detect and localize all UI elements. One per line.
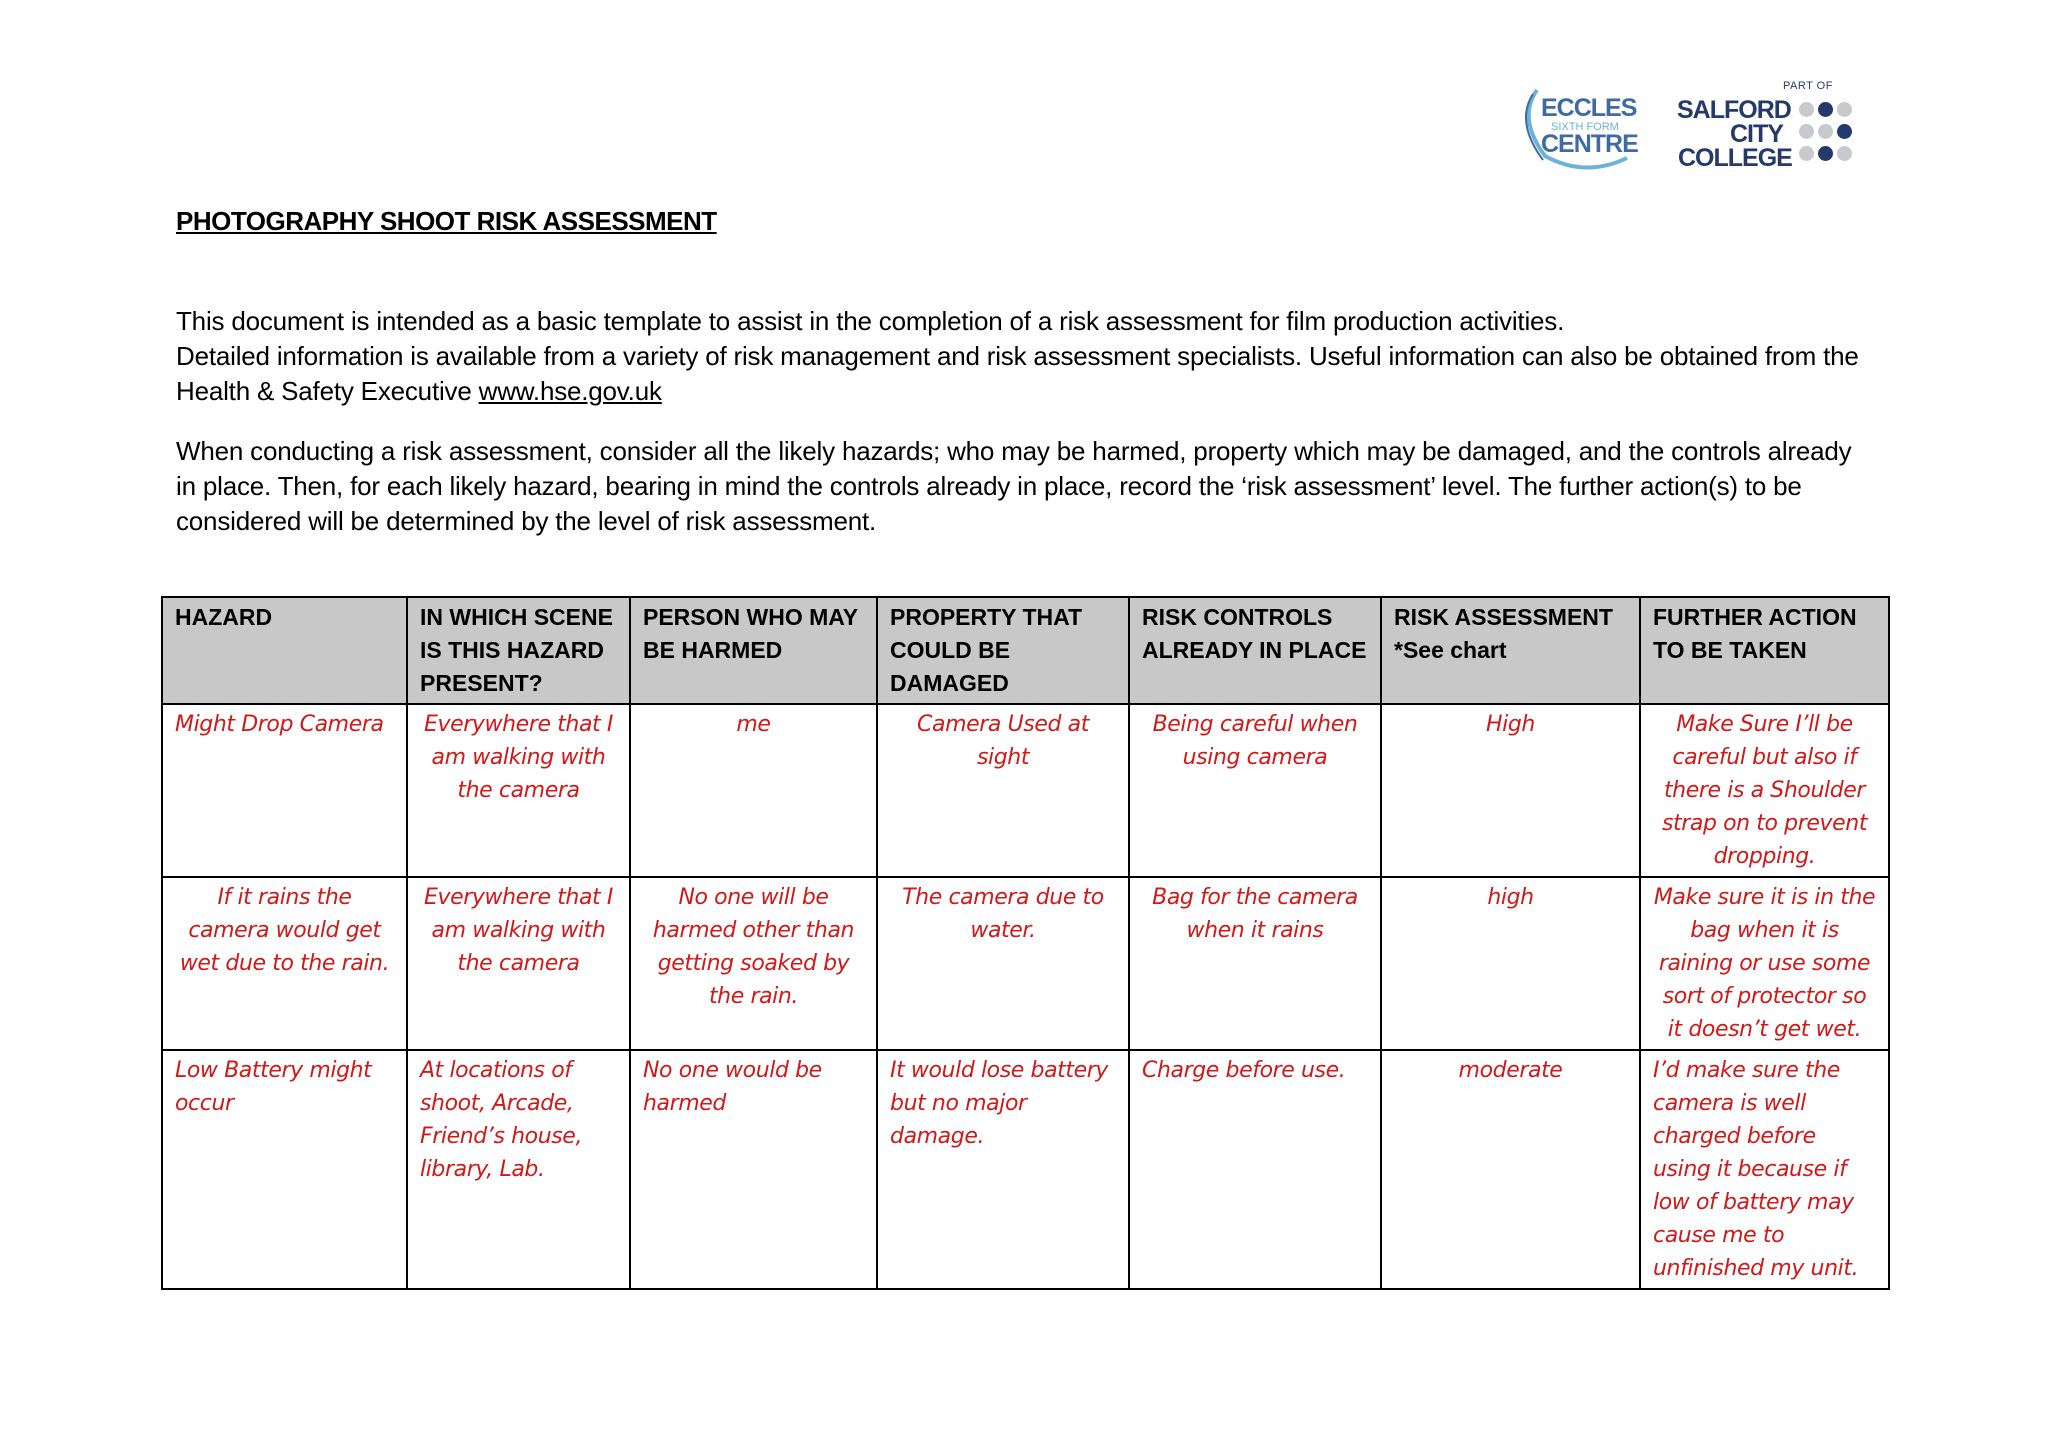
header-hazard: HAZARD <box>162 597 407 704</box>
salford-city-college-logo <box>1675 78 1865 178</box>
cell-property-damaged: Camera Used at sight <box>877 704 1129 877</box>
header-person-harmed: PERSON WHO MAY BE HARMED <box>630 597 877 704</box>
cell-person-harmed: No one would be harmed <box>630 1050 877 1289</box>
cell-scene: Everywhere that I am walking with the camera <box>407 704 630 877</box>
cell-risk-controls: Bag for the camera when it rains <box>1129 877 1381 1050</box>
header-risk-assessment: RISK ASSESSMENT *See chart <box>1381 597 1640 704</box>
cell-risk-assessment: high <box>1381 877 1640 1050</box>
salford-logo-line1: SALFORD <box>1677 96 1791 124</box>
cell-property-damaged: It would lose battery but no major damage. <box>877 1050 1129 1289</box>
eccles-sixth-form-centre-logo <box>1515 78 1638 170</box>
logo-dot <box>1799 124 1814 139</box>
document-title: PHOTOGRAPHY SHOOT RISK ASSESSMENT <box>176 206 717 236</box>
cell-scene: Everywhere that I am walking with the camera <box>407 877 630 1050</box>
intro-line-1: This document is intended as a basic template to assist in the completion of a risk assessment for film production activities. <box>176 306 1565 336</box>
cell-person-harmed: No one will be harmed other than getting soaked by the rain. <box>630 877 877 1050</box>
cell-risk-controls: Being careful when using camera <box>1129 704 1381 877</box>
salford-logo-part-of: PART OF <box>1783 80 1833 92</box>
logo-dot <box>1837 146 1852 161</box>
logo-dot <box>1837 124 1852 139</box>
eccles-logo-line2: SIXTH FORM <box>1551 121 1619 133</box>
header-scene: IN WHICH SCENE IS THIS HAZARD PRESENT? <box>407 597 630 704</box>
header-further-action: FURTHER ACTION TO BE TAKEN <box>1640 597 1889 704</box>
logo-dot <box>1818 124 1833 139</box>
table-row <box>162 1050 1889 1289</box>
logo-dot <box>1799 102 1814 117</box>
cell-risk-controls: Charge before use. <box>1129 1050 1381 1289</box>
cell-hazard: If it rains the camera would get wet due to the rain. <box>162 877 407 1050</box>
eccles-logo-line1: ECCLES <box>1541 94 1637 122</box>
header-risk-controls: RISK CONTROLS ALREADY IN PLACE <box>1129 597 1381 704</box>
salford-logo-line2: CITY <box>1730 120 1783 148</box>
intro-line-2: Detailed information is available from a variety of risk management and risk assessment specialists. Useful information can also be obtained from the Health & Safety Executive <box>176 341 1859 406</box>
table-header-row <box>162 597 1889 704</box>
header-property-damaged: PROPERTY THAT COULD BE DAMAGED <box>877 597 1129 704</box>
guidance-paragraph: When conducting a risk assessment, consider all the likely hazards; who may be harmed, property which may be damaged, and the controls already in place. Then, for each likely hazard, bearing in mind the controls already in place, record the ‘risk assessment’ level. The further action(s) to be considered will be determined by the level of risk assessment. <box>176 436 1852 536</box>
cell-further-action: Make Sure I’ll be careful but also if there is a Shoulder strap on to prevent dropping. <box>1640 704 1889 877</box>
table-row <box>162 877 1889 1050</box>
risk-assessment-table <box>161 596 1890 1290</box>
eccles-logo-line3: CENTRE <box>1541 130 1638 158</box>
cell-risk-assessment: High <box>1381 704 1640 877</box>
cell-further-action: I’d make sure the camera is well charged before using it because if low of battery may cause me to unfinished my unit. <box>1640 1050 1889 1289</box>
logo-dot <box>1818 102 1833 117</box>
cell-risk-assessment: moderate <box>1381 1050 1640 1289</box>
hse-link[interactable]: www.hse.gov.uk <box>478 376 662 406</box>
logo-dot <box>1818 146 1833 161</box>
logo-area <box>1515 78 1855 178</box>
cell-further-action: Make sure it is in the bag when it is raining or use some sort of protector so it doesn’t get wet. <box>1640 877 1889 1050</box>
cell-hazard: Low Battery might occur <box>162 1050 407 1289</box>
intro-paragraph <box>176 304 1876 409</box>
logo-dot <box>1799 146 1814 161</box>
salford-logo-line3: COLLEGE <box>1678 144 1792 172</box>
cell-scene: At locations of shoot, Arcade, Friend’s house, library, Lab. <box>407 1050 630 1289</box>
logo-dot <box>1837 102 1852 117</box>
cell-hazard: Might Drop Camera <box>162 704 407 877</box>
cell-property-damaged: The camera due to water. <box>877 877 1129 1050</box>
cell-person-harmed: me <box>630 704 877 877</box>
table-row <box>162 704 1889 877</box>
